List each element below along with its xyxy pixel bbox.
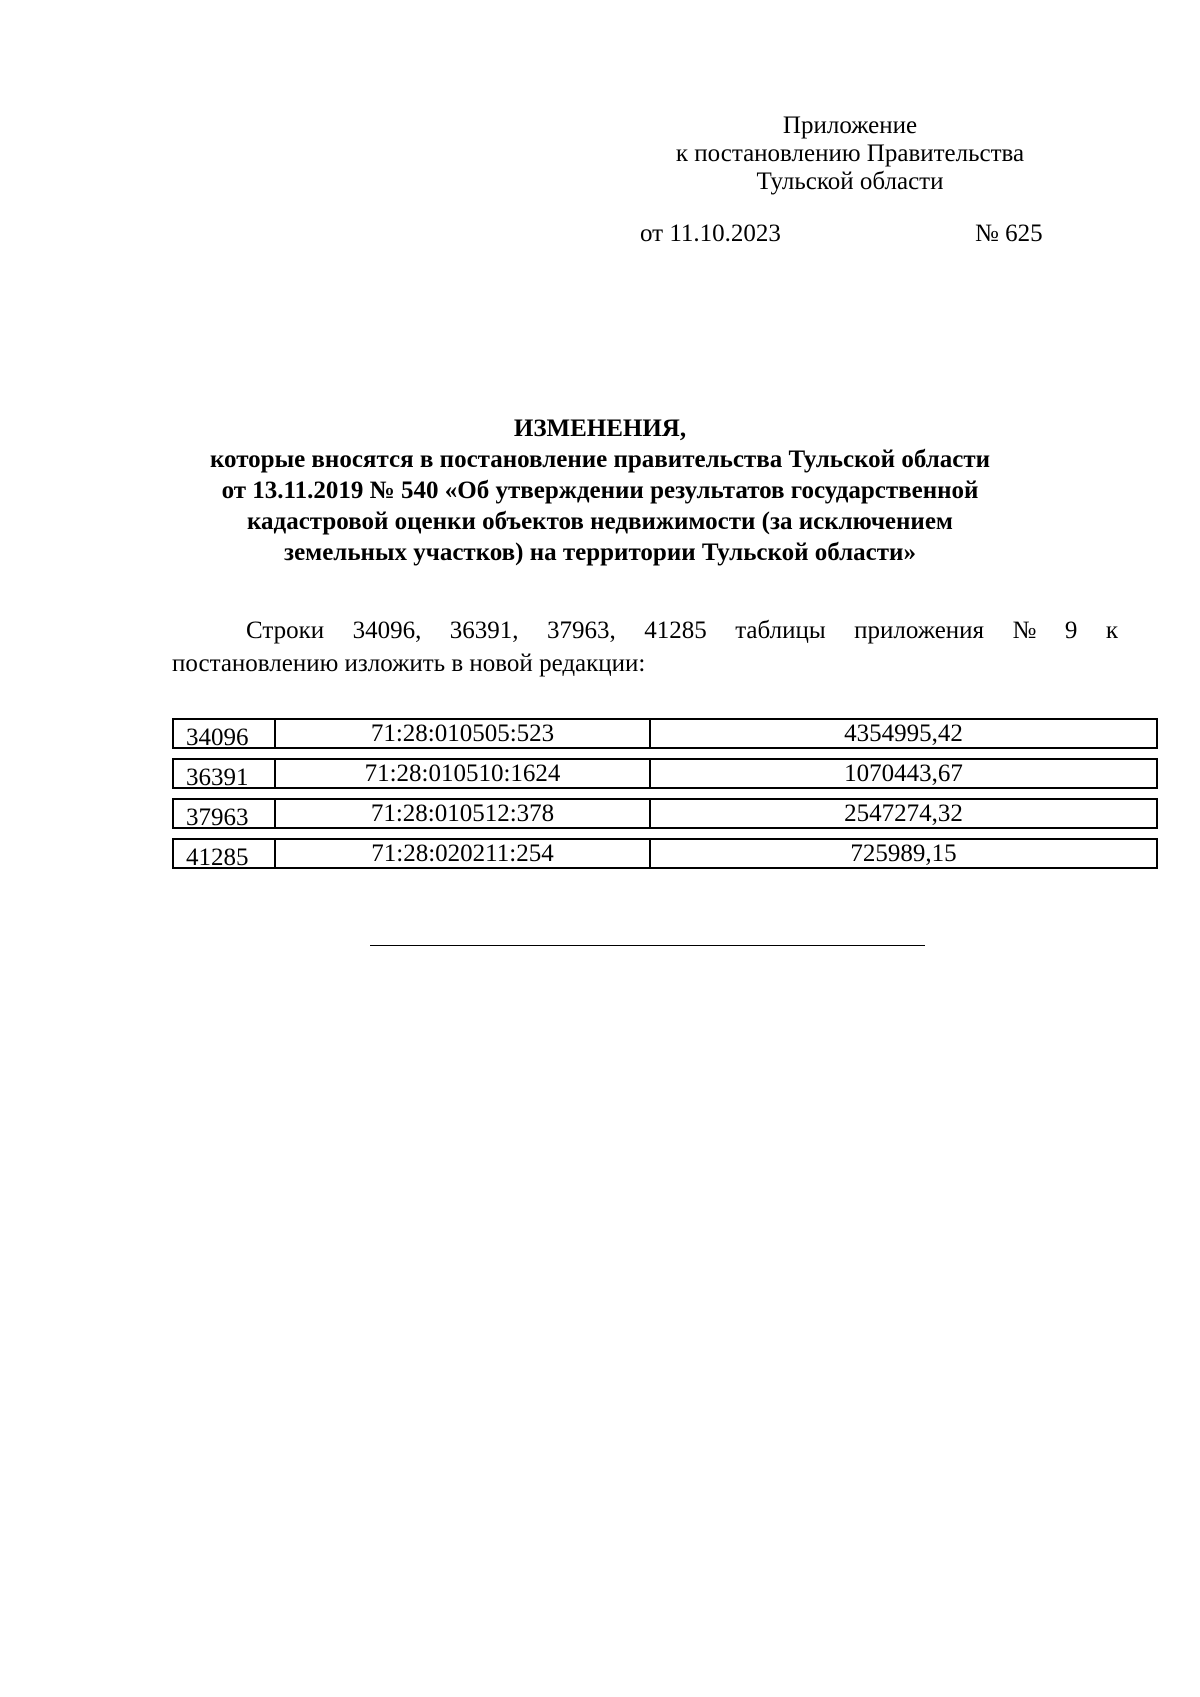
appendix-header — [620, 112, 1080, 196]
value-cell: 1070443,67 — [844, 760, 963, 787]
value-cell: 2547274,32 — [844, 800, 963, 827]
body-word: 36391, — [449, 617, 519, 644]
title-line-2: которые вносятся в постановление правительства Тульской области — [209, 446, 991, 473]
data-table — [172, 718, 1158, 878]
body-word: Строки — [246, 617, 325, 644]
cadastral-number-cell: 71:28:020211:254 — [276, 840, 651, 867]
value-cell: 4354995,42 — [844, 720, 963, 747]
row-number-cell: 37963 — [174, 800, 276, 827]
row-number-cell: 41285 — [174, 840, 276, 867]
document-date: от 11.10.2023 — [640, 220, 781, 247]
title-line-5: земельных участков) на территории Тульской области» — [284, 539, 916, 566]
body-line-2: постановлению изложить в новой редакции: — [172, 650, 646, 677]
table-row — [172, 838, 1158, 869]
cadastral-number-cell: 71:28:010510:1624 — [276, 760, 651, 787]
cadastral-number-cell: 71:28:010512:378 — [276, 800, 651, 827]
row-number-cell: 34096 — [174, 720, 276, 747]
table-row — [172, 758, 1158, 789]
value-cell: 725989,15 — [850, 840, 957, 867]
body-word: к — [1105, 617, 1118, 644]
body-word: № — [1012, 617, 1037, 644]
title-line-3: от 13.11.2019 № 540 «Об утверждении результатов государственной — [221, 477, 979, 504]
appendix-line-3: Тульской области — [756, 168, 944, 195]
body-word: 41285 — [644, 617, 707, 644]
body-word: приложения — [854, 617, 985, 644]
body-word: 9 — [1064, 617, 1078, 644]
title-line-4: кадастровой оценки объектов недвижимости (за исключением — [247, 508, 953, 535]
title-line-1: ИЗМЕНЕНИЯ, — [513, 415, 687, 442]
document-number: № 625 — [975, 220, 1043, 247]
body-word: таблицы — [735, 617, 826, 644]
appendix-line-2: к постановлению Правительства — [675, 140, 1025, 167]
body-word: 34096, — [352, 617, 422, 644]
body-line-1 — [172, 614, 1118, 647]
cadastral-number-cell: 71:28:010505:523 — [276, 720, 651, 747]
body-word: 37963, — [547, 617, 616, 644]
body-paragraph — [172, 614, 1118, 680]
end-divider-line — [370, 945, 925, 946]
table-row — [172, 798, 1158, 829]
appendix-line-1: Приложение — [782, 112, 918, 139]
table-row — [172, 718, 1158, 749]
document-title — [150, 413, 1050, 568]
row-number-cell: 36391 — [174, 760, 276, 787]
